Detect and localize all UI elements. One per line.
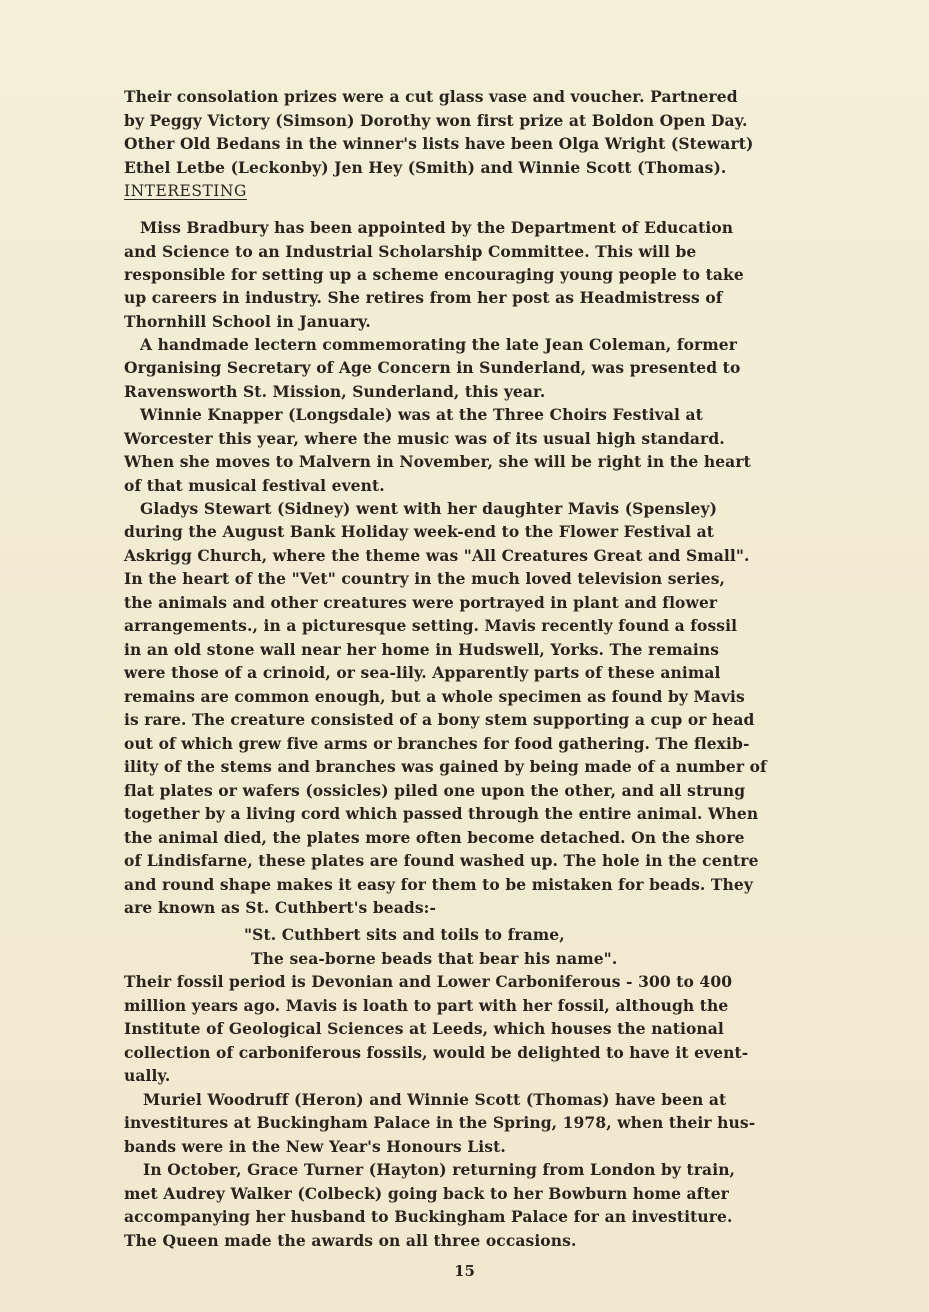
text-line: Organising Secretary of Age Concern in Sunderland, was presented to [124, 358, 741, 377]
text-line: The Queen made the awards on all three occasions. [124, 1231, 577, 1250]
text-line: Muriel Woodruff (Heron) and Winnie Scott (Thomas) have been at [143, 1090, 727, 1109]
text-line: the animal died, the plates more often become detached. On the shore [124, 828, 745, 847]
text-line: collection of carboniferous fossils, would be delighted to have it event- [124, 1043, 749, 1062]
quote-line: "St. Cuthbert sits and toils to frame, [244, 925, 565, 944]
text-line: by Peggy Victory (Simson) Dorothy won first prize at Boldon Open Day. [124, 111, 748, 130]
text-line: A handmade lectern commemorating the late Jean Coleman, former [140, 335, 738, 354]
text-line: When she moves to Malvern in November, she will be right in the heart [124, 452, 751, 471]
text-line: remains are common enough, but a whole specimen as found by Mavis [124, 687, 745, 706]
text-line: Other Old Bedans in the winner's lists have been Olga Wright (Stewart) [124, 134, 754, 153]
text-line: Institute of Geological Sciences at Leeds, which houses the national [124, 1019, 724, 1038]
text-line: investitures at Buckingham Palace in the Spring, 1978, when their hus- [124, 1113, 756, 1132]
page-number: 15 [454, 1262, 475, 1280]
text-line: in an old stone wall near her home in Hudswell, Yorks. The remains [124, 640, 720, 659]
text-line: up careers in industry. She retires from her post as Headmistress of [124, 288, 723, 307]
text-line: Gladys Stewart (Sidney) went with her daughter Mavis (Spensley) [140, 499, 718, 518]
text-line: arrangements., in a picturesque setting. Mavis recently found a fossil [124, 616, 738, 635]
text-line: and Science to an Industrial Scholarship Committee. This will be [124, 242, 697, 261]
text-line: ility of the stems and branches was gained by being made of a number of [124, 757, 767, 776]
text-line: of Lindisfarne, these plates are found washed up. The hole in the centre [124, 851, 759, 870]
quote-line: The sea-borne beads that bear his name". [251, 949, 618, 968]
text-line: In October, Grace Turner (Hayton) returning from London by train, [143, 1160, 736, 1179]
text-line: flat plates or wafers (ossicles) piled one upon the other, and all strung [124, 781, 746, 800]
text-line: Ethel Letbe (Leckonby) Jen Hey (Smith) and Winnie Scott (Thomas). [124, 158, 727, 177]
text-line: million years ago. Mavis is loath to part with her fossil, although the [124, 996, 729, 1015]
text-line: met Audrey Walker (Colbeck) going back to her Bowburn home after [124, 1184, 729, 1203]
text-line: Winnie Knapper (Longsdale) was at the Three Choirs Festival at [140, 405, 703, 424]
text-line: bands were in the New Year's Honours List. [124, 1137, 506, 1156]
text-line: during the August Bank Holiday week-end to the Flower Festival at [124, 522, 715, 541]
text-line: Their fossil period is Devonian and Lower Carboniferous - 300 to 400 [124, 972, 733, 991]
text-line: accompanying her husband to Buckingham Palace for an investiture. [124, 1207, 733, 1226]
text-line: Miss Bradbury has been appointed by the Department of Education [140, 218, 734, 237]
text-line: Worcester this year, where the music was of its usual high standard. [124, 429, 725, 448]
text-line: Thornhill School in January. [124, 312, 371, 331]
text-line: responsible for setting up a scheme encouraging young people to take [124, 265, 744, 284]
text-line: is rare. The creature consisted of a bony stem supporting a cup or head [124, 710, 755, 729]
text-line: of that musical festival event. [124, 476, 385, 495]
text-line: Askrigg Church, where the theme was "All Creatures Great and Small". [124, 546, 750, 565]
text-line: are known as St. Cuthbert's beads:- [124, 898, 437, 917]
text-line: the animals and other creatures were portrayed in plant and flower [124, 593, 718, 612]
text-line: Their consolation prizes were a cut glass vase and voucher. Partnered [124, 87, 738, 106]
text-line: and round shape makes it easy for them to be mistaken for beads. They [124, 875, 753, 894]
text-line: Ravensworth St. Mission, Sunderland, this year. [124, 382, 546, 401]
text-line: were those of a crinoid, or sea-lily. Apparently parts of these animal [124, 663, 721, 682]
text-line: together by a living cord which passed through the entire animal. When [124, 804, 759, 823]
text-line: ually. [124, 1066, 171, 1085]
text-line: In the heart of the "Vet" country in the much loved television series, [124, 569, 726, 588]
text-line: out of which grew five arms or branches for food gathering. The flexib- [124, 734, 750, 753]
section-heading: INTERESTING [124, 182, 247, 200]
